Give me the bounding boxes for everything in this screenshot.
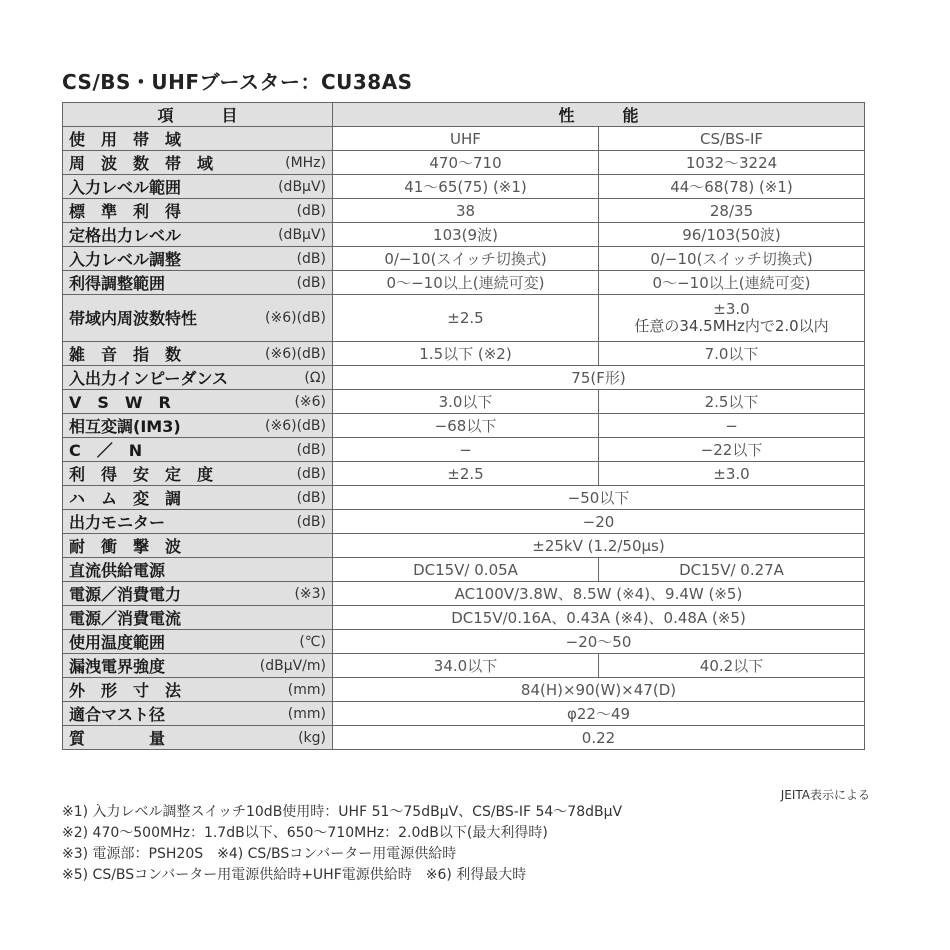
row-label [63, 175, 333, 199]
row-label [63, 486, 333, 510]
table-row [63, 726, 865, 750]
row-label-text: C ／ N [69, 441, 143, 460]
row-value-csbs: 7.0以下 [599, 342, 865, 366]
row-label [63, 414, 333, 438]
table-row [63, 223, 865, 247]
row-label-text: 電源／消費電流 [69, 609, 182, 628]
row-unit: (※6)(dB) [265, 309, 326, 326]
row-label [63, 366, 333, 390]
row-unit: (dBμV) [278, 226, 326, 243]
row-label-text: 耐 衝 撃 波 [69, 537, 182, 556]
row-unit: (dB) [296, 274, 326, 291]
row-label [63, 702, 333, 726]
table-row [63, 630, 865, 654]
row-label [63, 342, 333, 366]
row-label-text: 周 波 数 帯 域 [69, 154, 214, 173]
row-unit: (※6)(dB) [265, 417, 326, 434]
row-value-combined: −20 [333, 510, 865, 534]
row-unit: (※6) [294, 393, 326, 410]
row-label-text: 入力レベル調整 [69, 250, 182, 269]
row-label-text: 利得調整範囲 [69, 274, 166, 293]
row-label-text: 出力モニター [69, 513, 166, 532]
table-row [63, 127, 865, 151]
row-unit: (dBμV) [278, 178, 326, 195]
row-value-combined: AC100V/3.8W、8.5W (※4)、9.4W (※5) [333, 582, 865, 606]
row-value-uhf: 3.0以下 [333, 390, 599, 414]
row-label [63, 271, 333, 295]
row-value-csbs: DC15V/ 0.27A [599, 558, 865, 582]
row-label-text: ハ ム 変 調 [69, 489, 182, 508]
table-row [63, 390, 865, 414]
spec-title: CS/BS・UHFブースター：CU38AS [62, 70, 413, 94]
table-row [63, 199, 865, 223]
row-unit: (dB) [296, 441, 326, 458]
row-label-text: 直流供給電源 [69, 561, 166, 580]
table-row [63, 462, 865, 486]
row-value-csbs: 44〜68(78) (※1) [599, 175, 865, 199]
row-value-uhf: 103(9波) [333, 223, 599, 247]
row-label-text: 入力レベル範囲 [69, 178, 182, 197]
row-value-uhf: − [333, 438, 599, 462]
row-label-text: 帯域内周波数特性 [69, 308, 198, 328]
row-value-csbs: 96/103(50波) [599, 223, 865, 247]
note-2: ※2) 470〜500MHz：1.7dB以下、650〜710MHz：2.0dB以下(最大利得時) [62, 825, 548, 841]
row-label [63, 462, 333, 486]
row-unit: (dB) [296, 465, 326, 482]
row-label [63, 438, 333, 462]
row-label [63, 726, 333, 750]
row-label-text: 電源／消費電力 [69, 585, 182, 604]
row-value-csbs: 0/−10(スイッチ切換式) [599, 247, 865, 271]
row-value-combined: ±25kV (1.2/50μs) [333, 534, 865, 558]
row-value-csbs: 2.5以下 [599, 390, 865, 414]
row-value-combined: φ22〜49 [333, 702, 865, 726]
table-row [63, 414, 865, 438]
row-label-text: 使用温度範囲 [69, 633, 166, 652]
note-4: ※5) CS/BSコンバーター用電源供給時+UHF電源供給時 ※6) 利得最大時 [62, 867, 527, 883]
row-value-uhf: 470〜710 [333, 151, 599, 175]
row-unit: (dB) [296, 202, 326, 219]
row-unit: (MHz) [285, 154, 326, 171]
row-label [63, 199, 333, 223]
row-value-uhf: −68以下 [333, 414, 599, 438]
table-row [63, 247, 865, 271]
row-label-text: 入出力インピーダンス [69, 369, 229, 388]
row-value-combined: 75(F形) [333, 366, 865, 390]
row-label [63, 582, 333, 606]
row-value-uhf: ±2.5 [333, 462, 599, 486]
row-value-uhf: 38 [333, 199, 599, 223]
row-value-combined: 0.22 [333, 726, 865, 750]
row-value-csbs: CS/BS-IF [599, 127, 865, 151]
note-1: ※1) 入力レベル調整スイッチ10dB使用時：UHF 51〜75dBμV、CS/BS-IF 54〜78dBμV [62, 804, 623, 820]
row-value-combined: −20〜50 [333, 630, 865, 654]
table-row [63, 510, 865, 534]
row-value-csbs: 40.2以下 [599, 654, 865, 678]
row-label [63, 678, 333, 702]
table-row [63, 342, 865, 366]
row-value-uhf: DC15V/ 0.05A [333, 558, 599, 582]
row-value-uhf: 0/−10(スイッチ切換式) [333, 247, 599, 271]
spec-table [62, 102, 865, 750]
row-value-csbs: ±3.0 [599, 462, 865, 486]
row-label-text: 外 形 寸 法 [69, 681, 182, 700]
header-performance: 性 能 [333, 103, 865, 127]
row-value-uhf: 1.5以下 (※2) [333, 342, 599, 366]
table-row [63, 366, 865, 390]
table-row [63, 175, 865, 199]
row-value-csbs: −22以下 [599, 438, 865, 462]
notes-section [62, 802, 622, 886]
row-label-text: 定格出力レベル [69, 226, 182, 245]
row-value-uhf: UHF [333, 127, 599, 151]
row-label-text: 相互変調(IM3) [69, 417, 181, 436]
row-unit: (※3) [294, 585, 326, 602]
row-value-csbs-line1: ±3.0 [713, 300, 750, 318]
row-unit: (dB) [296, 250, 326, 267]
table-row [63, 438, 865, 462]
row-value-combined: −50以下 [333, 486, 865, 510]
footnote-source: JEITA表示による [780, 788, 870, 802]
row-label [63, 223, 333, 247]
row-value-combined: 84(H)×90(W)×47(D) [333, 678, 865, 702]
row-label [63, 247, 333, 271]
row-label [63, 390, 333, 414]
row-unit: (Ω) [304, 369, 326, 386]
row-unit: (dBμV/m) [259, 657, 326, 674]
row-unit: (mm) [287, 681, 326, 698]
table-row [63, 678, 865, 702]
row-label-text: 使 用 帯 域 [69, 130, 182, 149]
table-row [63, 582, 865, 606]
table-row [63, 295, 865, 342]
row-value-csbs: 1032〜3224 [599, 151, 865, 175]
row-value-csbs: − [599, 414, 865, 438]
table-row [63, 271, 865, 295]
table-row [63, 151, 865, 175]
row-unit: (dB) [296, 513, 326, 530]
row-label-text: 利 得 安 定 度 [69, 465, 214, 484]
row-unit: (mm) [287, 705, 326, 722]
row-value-uhf: 34.0以下 [333, 654, 599, 678]
row-label-text: 雑 音 指 数 [69, 345, 182, 364]
row-unit: (※6)(dB) [265, 345, 326, 362]
row-value-uhf: ±2.5 [333, 295, 599, 342]
row-label [63, 534, 333, 558]
note-3: ※3) 電源部：PSH20S ※4) CS/BSコンバーター用電源供給時 [62, 846, 457, 862]
row-label [63, 127, 333, 151]
row-value-csbs [599, 295, 865, 342]
row-value-csbs: 28/35 [599, 199, 865, 223]
row-label [63, 151, 333, 175]
row-unit: (dB) [296, 489, 326, 506]
row-value-csbs: 0〜−10以上(連続可変) [599, 271, 865, 295]
table-header-row [63, 103, 865, 127]
row-label-text: 漏洩電界強度 [69, 657, 166, 676]
row-value-uhf: 41〜65(75) (※1) [333, 175, 599, 199]
row-value-uhf: 0〜−10以上(連続可変) [333, 271, 599, 295]
row-label [63, 630, 333, 654]
row-label [63, 510, 333, 534]
row-label-text: 質 量 [69, 729, 166, 748]
row-label [63, 558, 333, 582]
table-row [63, 654, 865, 678]
row-label-text: V S W R [69, 393, 171, 412]
table-row [63, 558, 865, 582]
table-row [63, 534, 865, 558]
row-label-text: 標 準 利 得 [69, 202, 182, 221]
table-row [63, 486, 865, 510]
row-unit: (℃) [299, 633, 326, 650]
row-value-csbs-line2: 任意の34.5MHz内で2.0以内 [634, 317, 829, 335]
table-row [63, 606, 865, 630]
row-label [63, 606, 333, 630]
row-label-text: 適合マスト径 [69, 705, 166, 724]
row-unit: (kg) [298, 729, 326, 746]
header-item: 項 目 [63, 103, 333, 127]
row-label [63, 295, 333, 342]
table-row [63, 702, 865, 726]
row-label [63, 654, 333, 678]
row-value-combined: DC15V/0.16A、0.43A (※4)、0.48A (※5) [333, 606, 865, 630]
